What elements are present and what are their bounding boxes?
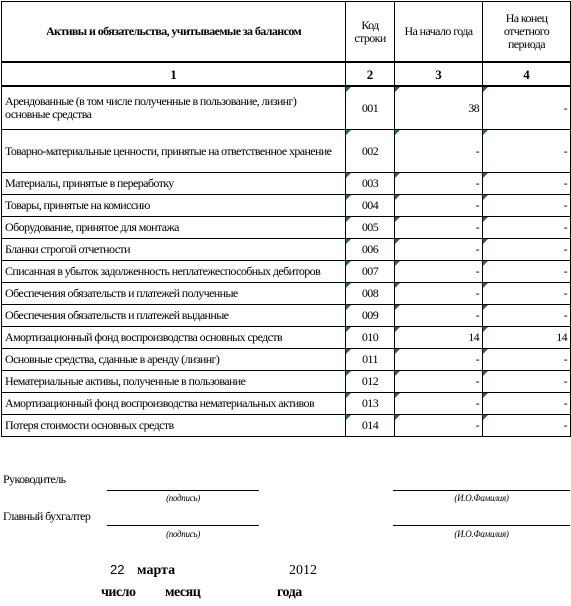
row-code-cell[interactable]: [346, 261, 395, 283]
cell-marker-icon: [395, 261, 400, 266]
cell-marker-icon: [346, 371, 351, 376]
cell-text: 010: [361, 330, 379, 344]
cell-text: -: [563, 264, 567, 278]
accountant-signature-line[interactable]: [107, 525, 259, 526]
cell-text: -: [475, 418, 479, 432]
cell-text: Амортизационный фонд воспроизводства основных средств: [5, 330, 283, 344]
colnum-1: 1: [2, 62, 346, 86]
row-name-cell: [2, 130, 346, 173]
table-row: [2, 86, 571, 130]
cell-marker-icon: [483, 173, 488, 178]
cell-marker-icon: [346, 195, 351, 200]
row-name-cell: [2, 173, 346, 195]
table-row: [2, 283, 571, 305]
row-start-cell[interactable]: [395, 305, 483, 327]
cell-text: Обеспечения обязательств и платежей полученные: [5, 286, 238, 300]
date-day: 22: [110, 562, 125, 577]
day-caption: число: [101, 585, 136, 600]
row-end-cell[interactable]: [483, 415, 571, 437]
row-end-cell[interactable]: [483, 173, 571, 195]
row-name-cell: [2, 283, 346, 305]
header-row: [2, 2, 571, 63]
row-start-cell[interactable]: [395, 261, 483, 283]
cell-marker-icon: [395, 173, 400, 178]
cell-marker-icon: [346, 173, 351, 178]
cell-marker-icon: [346, 261, 351, 266]
cell-marker-icon: [483, 195, 488, 200]
cell-text: -: [475, 352, 479, 366]
row-end-cell[interactable]: [483, 239, 571, 261]
row-name-cell: [2, 349, 346, 371]
colnum-3: 3: [395, 62, 483, 86]
table-row: [2, 305, 571, 327]
cell-marker-icon: [395, 87, 400, 92]
row-code-cell[interactable]: [346, 393, 395, 415]
cell-text: -: [563, 396, 567, 410]
cell-marker-icon: [346, 87, 351, 92]
cell-marker-icon: [395, 239, 400, 244]
cell-text: 008: [361, 286, 379, 300]
row-code-cell[interactable]: [346, 349, 395, 371]
row-name-cell: [2, 371, 346, 393]
cell-marker-icon: [483, 87, 488, 92]
cell-marker-icon: [483, 239, 488, 244]
row-name-cell: [2, 305, 346, 327]
cell-text: Потеря стоимости основных средств: [5, 418, 174, 432]
cell-text: 007: [361, 264, 379, 278]
cell-text: Материалы, принятые в переработку: [5, 176, 174, 190]
cell-text: Амортизационный фонд воспроизводства нематериальных активов: [5, 396, 315, 410]
row-start-cell[interactable]: [395, 130, 483, 173]
table-row: [2, 371, 571, 393]
cell-text: -: [475, 396, 479, 410]
cell-text: -: [475, 242, 479, 256]
row-code-cell[interactable]: [346, 86, 395, 130]
cell-marker-icon: [346, 283, 351, 288]
cell-text: 001: [361, 100, 379, 115]
cell-marker-icon: [483, 130, 488, 135]
cell-text: -: [563, 308, 567, 322]
row-code-cell[interactable]: [346, 217, 395, 239]
cell-text: -: [563, 352, 567, 366]
row-end-cell[interactable]: [483, 371, 571, 393]
row-start-cell[interactable]: [395, 349, 483, 371]
cell-text: Основные средства, сданные в аренду (лизинг): [5, 352, 220, 366]
cell-text: -: [475, 286, 479, 300]
row-code-cell[interactable]: [346, 415, 395, 437]
cell-marker-icon: [483, 393, 488, 398]
cell-text: 005: [361, 220, 379, 234]
row-start-cell[interactable]: [395, 415, 483, 437]
cell-marker-icon: [483, 349, 488, 354]
cell-text: 006: [361, 242, 379, 256]
cell-text: -: [563, 242, 567, 256]
cell-text: Арендованные (в том числе полученные в пользование, лизинг) основные средства: [5, 94, 297, 121]
row-start-cell[interactable]: [395, 217, 483, 239]
table-row: [2, 349, 571, 371]
row-start-cell[interactable]: [395, 283, 483, 305]
row-name-cell: [2, 393, 346, 415]
row-end-cell[interactable]: [483, 86, 571, 130]
row-name-cell: [2, 86, 346, 130]
header-start: На начало года: [395, 2, 483, 63]
cell-marker-icon: [395, 305, 400, 310]
row-start-cell[interactable]: [395, 86, 483, 130]
cell-text: -: [475, 143, 479, 158]
row-name-cell: [2, 195, 346, 217]
cell-text: 004: [361, 198, 379, 212]
cell-text: 14: [468, 330, 479, 344]
row-code-cell[interactable]: [346, 173, 395, 195]
cell-text: 002: [361, 143, 379, 158]
header-name: Активы и обязательства, учитываемые за балансом: [2, 2, 346, 63]
cell-marker-icon: [346, 327, 351, 332]
head-name-line[interactable]: [393, 490, 570, 491]
cell-text: 012: [361, 374, 379, 388]
row-name-cell: [2, 239, 346, 261]
cell-text: -: [563, 143, 567, 158]
cell-marker-icon: [346, 217, 351, 222]
cell-text: Списанная в убыток задолженность неплатежеспособных дебиторов: [5, 264, 321, 278]
row-code-cell[interactable]: [346, 130, 395, 173]
cell-marker-icon: [346, 239, 351, 244]
cell-marker-icon: [483, 217, 488, 222]
row-end-cell[interactable]: [483, 261, 571, 283]
accountant-sign-hint: (подпись): [166, 529, 200, 539]
cell-marker-icon: [346, 415, 351, 420]
cell-text: 013: [361, 396, 379, 410]
cell-text: -: [563, 286, 567, 300]
cell-text: -: [475, 264, 479, 278]
cell-marker-icon: [395, 371, 400, 376]
month-caption: месяц: [165, 585, 201, 600]
row-end-cell[interactable]: [483, 283, 571, 305]
cell-text: Товарно-материальные ценности, принятые на ответственное хранение: [5, 143, 332, 158]
cell-text: Нематериальные активы, полученные в пользование: [5, 374, 246, 388]
colnum-4: 4: [483, 62, 571, 86]
cell-marker-icon: [346, 393, 351, 398]
cell-text: Обеспечения обязательств и платежей выданные: [5, 308, 229, 322]
accountant-label: Главный бухгалтер: [3, 509, 91, 523]
row-end-cell[interactable]: [483, 217, 571, 239]
cell-text: -: [563, 198, 567, 212]
cell-marker-icon: [395, 393, 400, 398]
row-code-cell[interactable]: [346, 195, 395, 217]
row-code-cell[interactable]: [346, 239, 395, 261]
row-name-cell: [2, 261, 346, 283]
table-row: [2, 327, 571, 349]
cell-text: -: [475, 308, 479, 322]
cell-marker-icon: [483, 371, 488, 376]
row-start-cell[interactable]: [395, 327, 483, 349]
off-balance-table: [1, 1, 571, 437]
row-end-cell[interactable]: [483, 393, 571, 415]
row-end-cell[interactable]: [483, 349, 571, 371]
table-row: [2, 239, 571, 261]
row-code-cell[interactable]: [346, 305, 395, 327]
column-number-row: [2, 62, 571, 86]
table-row: [2, 173, 571, 195]
cell-marker-icon: [346, 130, 351, 135]
year-caption: года: [277, 585, 302, 600]
cell-text: Оборудование, принятое для монтажа: [5, 220, 179, 234]
cell-text: Бланки строгой отчетности: [5, 242, 130, 256]
row-end-cell[interactable]: [483, 327, 571, 349]
date-month: марта: [137, 563, 176, 578]
table-row: [2, 130, 571, 173]
cell-text: 011: [362, 352, 378, 366]
row-start-cell[interactable]: [395, 239, 483, 261]
accountant-name-hint: (И.О.Фамилия): [454, 529, 509, 539]
header-code: Код строки: [346, 2, 395, 63]
row-code-cell[interactable]: [346, 371, 395, 393]
accountant-name-line[interactable]: [393, 525, 570, 526]
date-year: 2012: [289, 563, 317, 578]
cell-marker-icon: [395, 130, 400, 135]
cell-marker-icon: [395, 415, 400, 420]
cell-text: 38: [468, 100, 479, 115]
cell-marker-icon: [395, 283, 400, 288]
cell-marker-icon: [395, 349, 400, 354]
row-end-cell[interactable]: [483, 130, 571, 173]
cell-text: -: [475, 220, 479, 234]
cell-text: -: [563, 176, 567, 190]
cell-marker-icon: [395, 217, 400, 222]
cell-marker-icon: [483, 327, 488, 332]
row-code-cell[interactable]: [346, 327, 395, 349]
cell-text: -: [475, 198, 479, 212]
cell-text: Товары, принятые на комиссию: [5, 198, 150, 212]
cell-marker-icon: [346, 349, 351, 354]
cell-marker-icon: [483, 415, 488, 420]
row-start-cell[interactable]: [395, 393, 483, 415]
cell-marker-icon: [483, 261, 488, 266]
cell-text: 14: [556, 330, 567, 344]
cell-marker-icon: [483, 305, 488, 310]
row-code-cell[interactable]: [346, 283, 395, 305]
cell-text: -: [563, 418, 567, 432]
cell-text: 009: [361, 308, 379, 322]
head-signature-line[interactable]: [107, 490, 259, 491]
cell-marker-icon: [346, 305, 351, 310]
cell-text: -: [563, 374, 567, 388]
row-name-cell: [2, 327, 346, 349]
row-start-cell[interactable]: [395, 173, 483, 195]
colnum-2: 2: [346, 62, 395, 86]
cell-text: -: [475, 374, 479, 388]
cell-marker-icon: [395, 327, 400, 332]
row-end-cell[interactable]: [483, 195, 571, 217]
table-row: [2, 195, 571, 217]
head-name-hint: (И.О.Фамилия): [454, 493, 509, 503]
row-start-cell[interactable]: [395, 195, 483, 217]
cell-text: -: [563, 220, 567, 234]
cell-marker-icon: [483, 283, 488, 288]
header-end: На конец отчетного периода: [483, 2, 571, 63]
head-label: Руководитель: [3, 472, 66, 486]
row-end-cell[interactable]: [483, 305, 571, 327]
cell-text: 014: [361, 418, 379, 432]
row-name-cell: [2, 415, 346, 437]
cell-marker-icon: [395, 195, 400, 200]
row-start-cell[interactable]: [395, 371, 483, 393]
head-sign-hint: (подпись): [166, 493, 200, 503]
table-row: [2, 393, 571, 415]
cell-text: 003: [361, 176, 379, 190]
table-row: [2, 415, 571, 437]
cell-text: -: [475, 176, 479, 190]
table-row: [2, 261, 571, 283]
table-row: [2, 217, 571, 239]
cell-text: -: [563, 100, 567, 115]
row-name-cell: [2, 217, 346, 239]
